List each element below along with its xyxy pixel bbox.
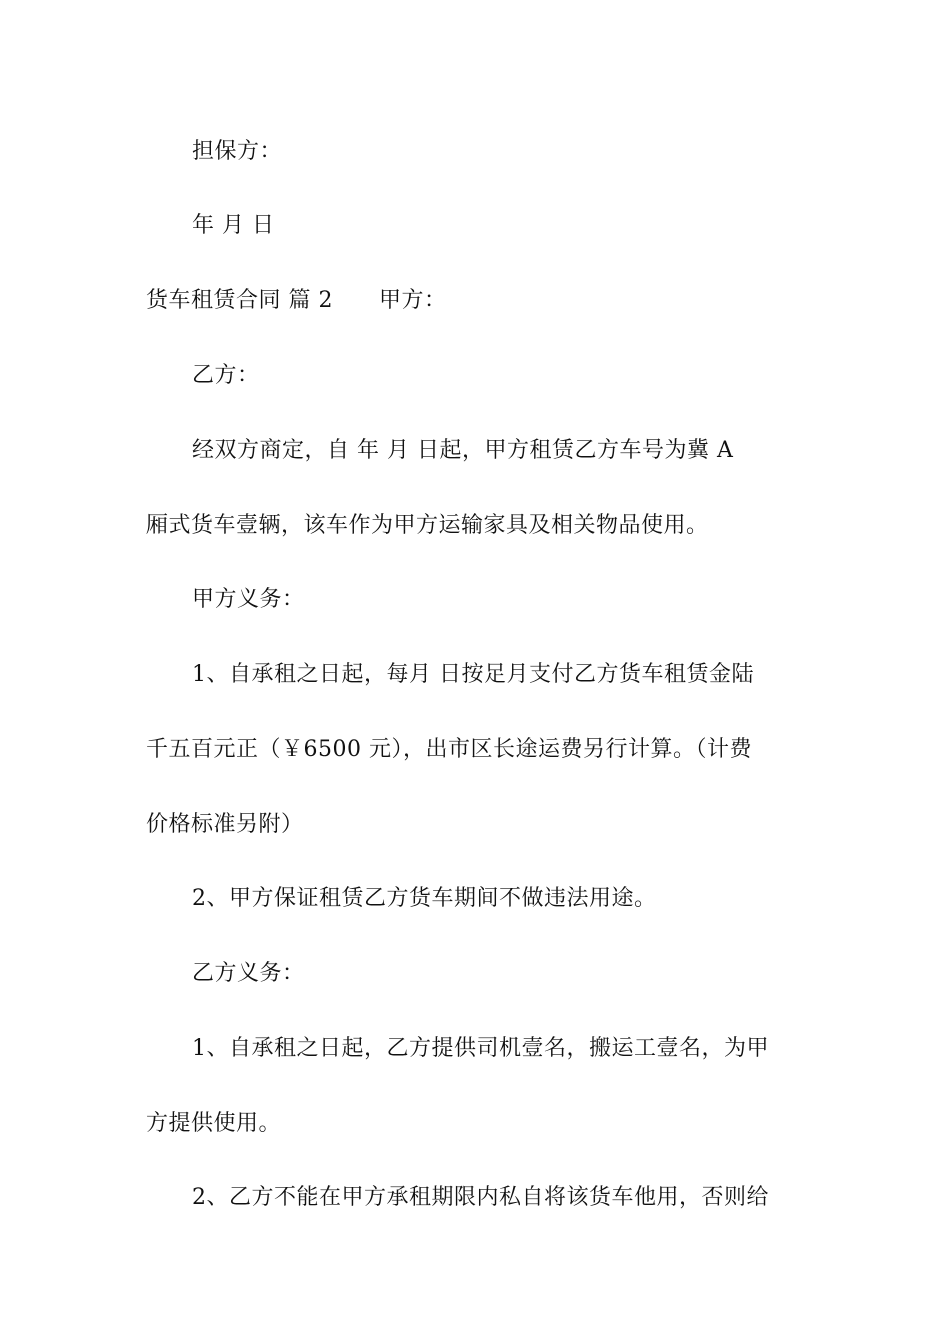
date-line: 年 月 日 [192,213,275,238]
party-a-label: 甲方： [378,288,447,313]
guarantor-label: 担保方： [192,139,283,164]
party-a-duties-heading: 甲方义务： [192,587,305,612]
paragraph-line: 2、甲方保证租赁乙方货车期间不做违法用途。 [192,886,657,911]
contract-title: 货车租赁合同 篇 2 [146,288,333,313]
paragraph-line: 厢式货车壹辆，该车作为甲方运输家具及相关物品使用。 [146,513,709,538]
paragraph-line: 1、自承租之日起，每月 日按足月支付乙方货车租赁金陆 [192,662,754,687]
paragraph-line: 价格标准另附） [146,812,304,837]
paragraph-line: 方提供使用。 [146,1111,282,1136]
paragraph-line: 1、自承租之日起，乙方提供司机壹名，搬运工壹名，为甲 [192,1036,769,1061]
paragraph-line: 千五百元正（￥6500 元），出市区长途运费另行计算。（计费 [146,737,752,762]
contract-title-row [146,286,816,316]
paragraph-line: 2、乙方不能在甲方承租期限内私自将该货车他用，否则给 [192,1185,769,1210]
party-b-label: 乙方： [192,363,260,388]
party-b-duties-heading: 乙方义务： [192,961,305,986]
paragraph-line: 经双方商定，自 年 月 日起，甲方租赁乙方车号为冀 A [192,438,734,463]
